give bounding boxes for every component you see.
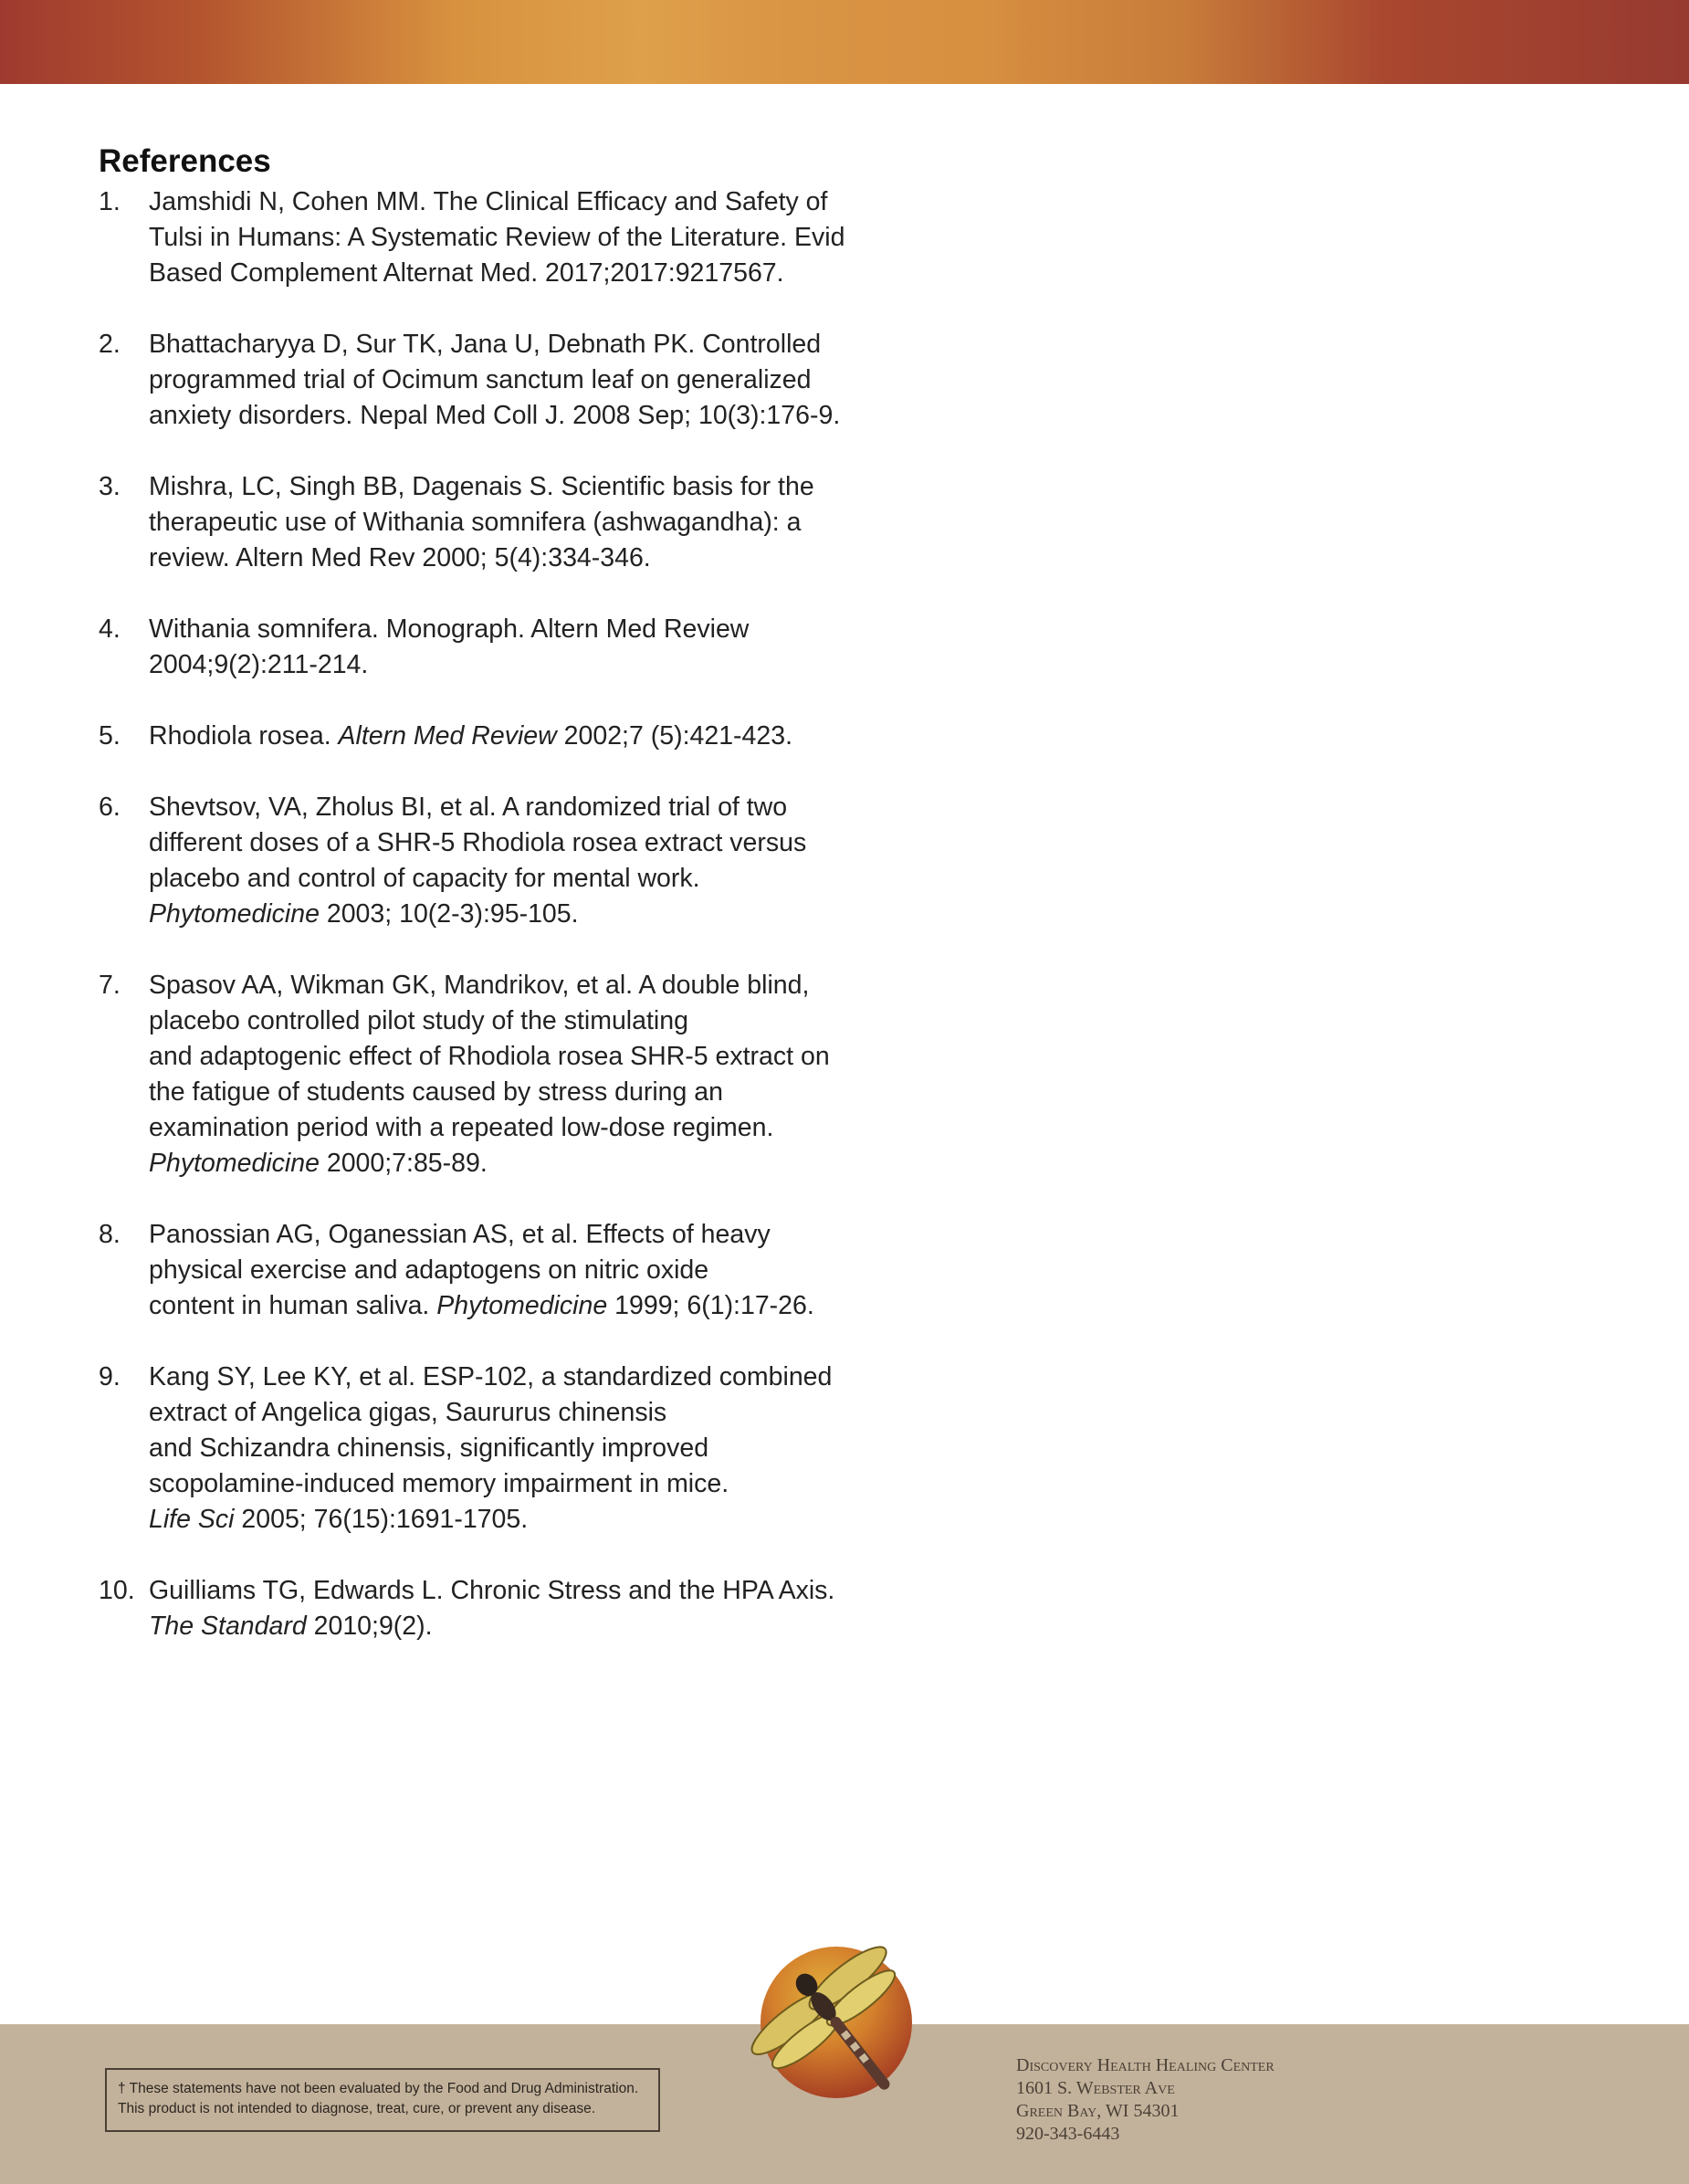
reference-item: [99, 184, 845, 291]
reference-text: Tulsi in Humans: A Systematic Review of the Literature. Evid: [149, 223, 845, 252]
reference-number: 2.: [99, 330, 121, 359]
reference-line: [149, 1146, 829, 1181]
reference-text: therapeutic use of Withania somnifera (ashwagandha): a: [149, 508, 802, 537]
journal-title: Phytomedicine: [436, 1291, 608, 1320]
disclaimer-line: This product is not intended to diagnose, treat, cure, or prevent any disease.: [118, 2101, 596, 2116]
reference-text: and adaptogenic effect of Rhodiola rosea SHR-5 extract on: [149, 1042, 830, 1071]
reference-item: [99, 1360, 833, 1538]
reference-text: Guilliams TG, Edwards L. Chronic Stress and the HPA Axis.: [149, 1576, 835, 1605]
reference-item: [99, 790, 829, 932]
reference-line: [149, 220, 845, 256]
reference-text: Panossian AG, Oganessian AS, et al. Effects of heavy: [149, 1220, 771, 1249]
reference-line: [149, 469, 829, 505]
header-color-band: [0, 0, 1689, 84]
reference-line: [149, 398, 841, 434]
reference-line: [149, 1360, 833, 1395]
reference-text: 2005; 76(15):1691-1705.: [234, 1505, 529, 1534]
reference-line: [149, 327, 829, 362]
journal-title: Life Sci: [149, 1505, 235, 1534]
disclaimer-line: † These statements have not been evaluated by the Food and Drug Administration.: [118, 2081, 639, 2096]
reference-text: 2003; 10(2-3):95-105.: [319, 899, 579, 929]
reference-line: [149, 790, 829, 825]
reference-number: 10.: [99, 1576, 135, 1605]
reference-line: [149, 1573, 835, 1609]
reference-text: review. Altern Med Rev 2000; 5(4):334-346.: [149, 543, 651, 572]
reference-number: 9.: [99, 1362, 121, 1391]
fda-disclaimer-box: [105, 2068, 660, 2132]
reference-text: Spasov AA, Wikman GK, Mandrikov, et al. A double blind,: [149, 971, 810, 1000]
reference-line: [149, 861, 829, 897]
reference-line: [149, 1395, 829, 1431]
reference-text: Rhodiola rosea.: [149, 721, 339, 751]
reference-line: [149, 1609, 829, 1644]
reference-line: [149, 1039, 829, 1075]
reference-number: 5.: [99, 721, 121, 751]
reference-item: [99, 469, 829, 576]
reference-line: [149, 647, 829, 683]
reference-text: placebo controlled pilot study of the stimulating: [149, 1006, 688, 1035]
reference-item: [99, 327, 841, 434]
reference-line: [149, 1288, 829, 1324]
reference-line: [149, 1431, 829, 1466]
reference-number: 1.: [99, 187, 121, 216]
reference-line: [149, 256, 829, 291]
reference-number: 6.: [99, 793, 121, 822]
reference-line: [149, 719, 829, 754]
reference-text: scopolamine-induced memory impairment in mice.: [149, 1469, 729, 1498]
reference-line: [149, 1217, 829, 1253]
references-section: [99, 142, 845, 1680]
reference-text: Jamshidi N, Cohen MM. The Clinical Efficacy and Safety of: [149, 187, 828, 216]
reference-line: [149, 1110, 829, 1146]
reference-line: [149, 825, 829, 861]
reference-number: 8.: [99, 1220, 121, 1249]
reference-item: [99, 968, 829, 1181]
reference-line: [149, 897, 829, 932]
reference-text: Based Complement Alternat Med. 2017;2017:9217567.: [149, 258, 784, 288]
reference-text: Shevtsov, VA, Zholus BI, et al. A randomized trial of two: [149, 793, 788, 822]
center-street: 1601 S. Webster Ave: [1016, 2078, 1175, 2098]
reference-text: 2002;7 (5):421-423.: [556, 721, 793, 751]
reference-text: placebo and control of capacity for mental work.: [149, 864, 700, 893]
reference-text: different doses of a SHR-5 Rhodiola rosea extract versus: [149, 828, 807, 857]
reference-text: Withania somnifera. Monograph. Altern Med Review: [149, 614, 750, 644]
reference-text: physical exercise and adaptogens on nitric oxide: [149, 1255, 709, 1285]
reference-text: and Schizandra chinensis, significantly improved: [149, 1433, 709, 1463]
reference-text: examination period with a repeated low-dose regimen.: [149, 1113, 774, 1142]
reference-text: programmed trial of Ocimum sanctum leaf on generalized: [149, 365, 812, 394]
journal-title: Altern Med Review: [338, 721, 557, 751]
reference-line: [149, 1253, 829, 1288]
reference-text: anxiety disorders. Nepal Med Coll J. 2008 Sep; 10(3):176-9.: [149, 401, 841, 430]
reference-text: 1999; 6(1):17-26.: [607, 1291, 814, 1320]
reference-number: 7.: [99, 971, 121, 1000]
reference-item: [99, 1573, 835, 1644]
reference-text: content in human saliva.: [149, 1291, 437, 1320]
reference-number: 4.: [99, 614, 121, 644]
reference-text: the fatigue of students caused by stress during an: [149, 1077, 723, 1107]
references-heading: References: [99, 143, 271, 179]
reference-item: [99, 719, 829, 754]
reference-text: 2010;9(2).: [306, 1612, 433, 1641]
center-address: [1016, 2054, 1275, 2146]
center-phone: 920-343-6443: [1016, 2124, 1120, 2144]
center-city: Green Bay, WI 54301: [1016, 2101, 1180, 2121]
reference-number: 3.: [99, 472, 121, 501]
reference-line: [149, 1003, 829, 1039]
reference-text: 2004;9(2):211-214.: [149, 650, 369, 679]
reference-line: [149, 1466, 829, 1502]
reference-line: [149, 184, 829, 220]
reference-text: 2000;7:85-89.: [319, 1149, 488, 1178]
dragonfly-logo-icon: [747, 1934, 929, 2116]
reference-line: [149, 362, 829, 398]
reference-text: Bhattacharyya D, Sur TK, Jana U, Debnath PK. Controlled: [149, 330, 822, 359]
reference-item: [99, 1217, 829, 1324]
reference-line: [149, 541, 829, 576]
reference-line: [149, 1502, 829, 1538]
reference-line: [149, 968, 829, 1003]
journal-title: The Standard: [149, 1612, 307, 1641]
references-list: [99, 184, 845, 1644]
reference-line: [149, 1075, 829, 1110]
reference-item: [99, 612, 829, 683]
journal-title: Phytomedicine: [149, 1149, 320, 1178]
reference-text: Kang SY, Lee KY, et al. ESP-102, a standardized combined: [149, 1362, 833, 1391]
reference-text: extract of Angelica gigas, Saururus chinensis: [149, 1398, 667, 1427]
journal-title: Phytomedicine: [149, 899, 320, 929]
reference-line: [149, 505, 829, 541]
reference-line: [149, 612, 829, 647]
reference-text: Mishra, LC, Singh BB, Dagenais S. Scientific basis for the: [149, 472, 814, 501]
center-name: Discovery Health Healing Center: [1016, 2055, 1275, 2075]
